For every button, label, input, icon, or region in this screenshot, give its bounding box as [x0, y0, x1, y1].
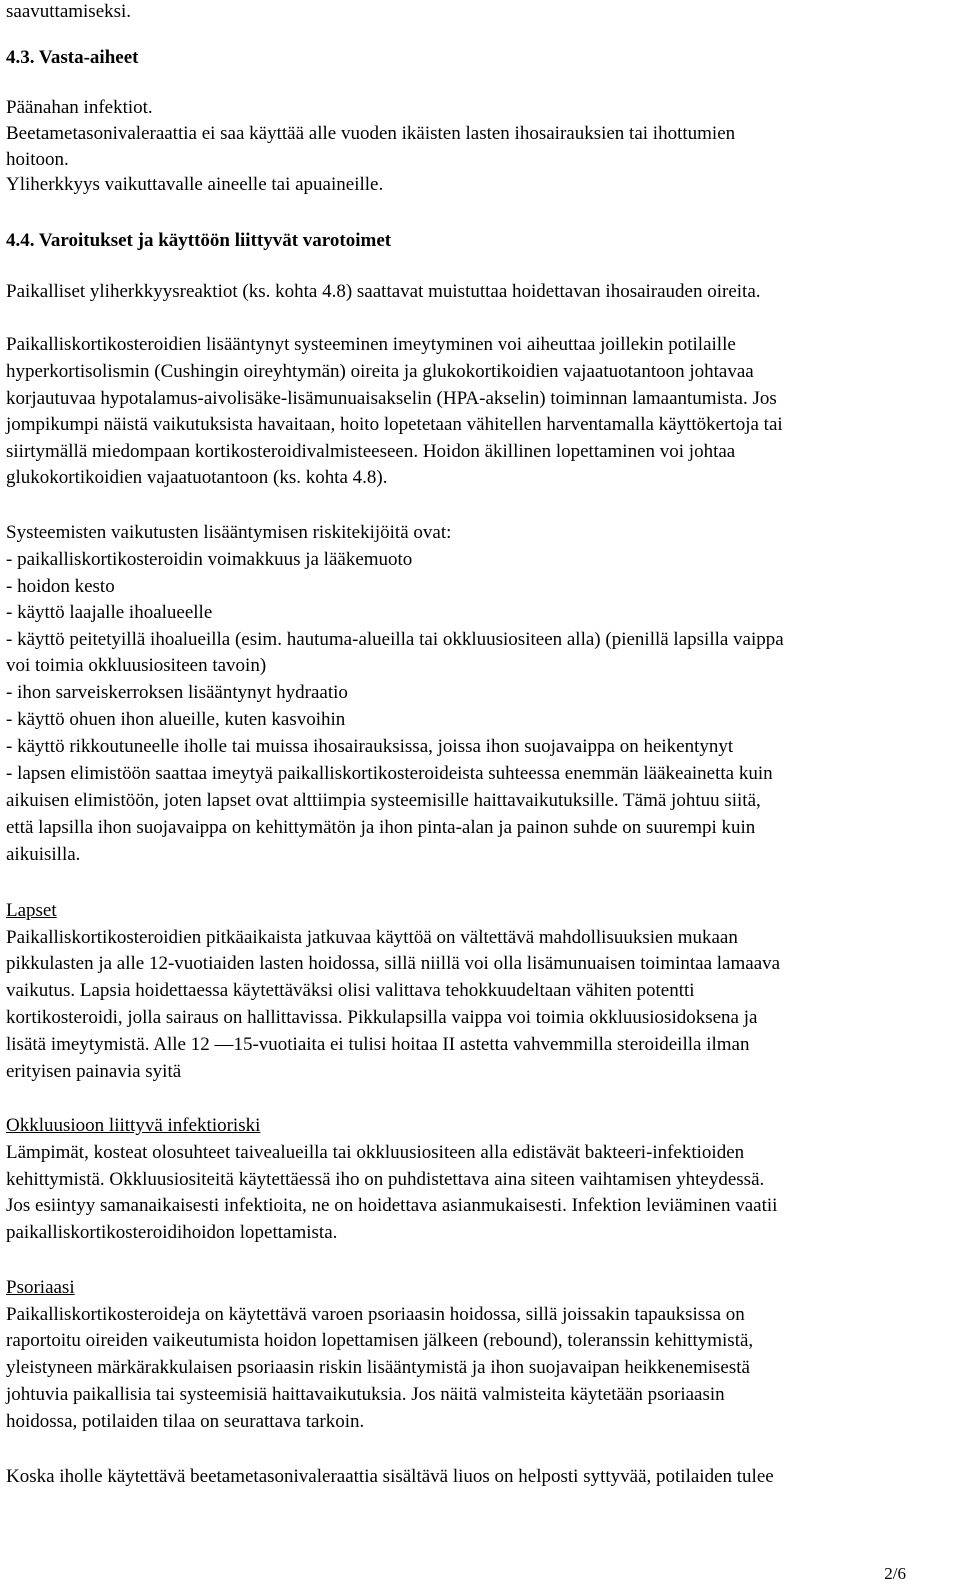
list-item: - paikalliskortikosteroidin voimakkuus ja lääkemuoto [6, 549, 413, 570]
text-line: yleistyneen märkärakkulaisen psoriaasin riskin lisääntymistä ja ihon suojavaipan heikkenemisestä [6, 1357, 750, 1378]
text-line: erityisen painavia syitä [6, 1061, 182, 1082]
text-line: aikuisen elimistöön, joten lapset ovat alttiimpia systeemisille haittavaikutuksille. Tämä johtuu siitä, [6, 790, 761, 811]
text-line: glukokortikoidien vajaatuotantoon (ks. kohta 4.8). [6, 467, 388, 488]
text-line: hoitoon. [6, 149, 69, 170]
text-line: Yliherkkyys vaikuttavalle aineelle tai apuaineille. [6, 174, 384, 195]
subsection-heading: Lapset [6, 900, 57, 921]
text-line: johtuvia paikallisia tai systeemisiä haittavaikutuksia. Jos näitä valmisteita käytetään psoriaasin [6, 1384, 725, 1405]
text-line: Paikalliskortikosteroideja on käytettävä varoen psoriaasin hoidossa, sillä joissakin tapauksissa on [6, 1304, 745, 1325]
list-item: - hoidon kesto [6, 576, 115, 597]
page-number: 2/6 [884, 1564, 906, 1583]
text-line: Beetametasonivaleraattia ei saa käyttää alle vuoden ikäisten lasten ihosairauksien tai ihottumien [6, 123, 736, 144]
text-line: jompikumpi näistä vaikutuksista havaitaan, hoito lopetetaan vähitellen harventamalla käyttökertoja tai [6, 414, 783, 435]
text-line: raportoitu oireiden vaikeutumista hoidon lopettamisen jälkeen (rebound), toleranssin kehittymistä, [6, 1330, 754, 1351]
text-line: pikkulasten ja alle 12-vuotiaiden lasten hoidossa, sillä niillä voi olla lisämunuaisen toimintaa lamaava [6, 953, 781, 974]
text-line: vaikutus. Lapsia hoidettaessa käytettäväksi olisi valittava tehokkuudeltaan vähiten potentti [6, 980, 695, 1001]
text-line: Lämpimät, kosteat olosuhteet taivealueilla tai okkluusiositeen alla edistävät bakteeri-infektioiden [6, 1142, 745, 1163]
text-line: saavuttamiseksi. [6, 1, 132, 22]
text-line: Koska iholle käytettävä beetametasonivaleraattia sisältävä liuos on helposti syttyvää, potilaiden tulee [6, 1466, 774, 1487]
text-line: lisätä imeytymistä. Alle 12 —15-vuotiaita ei tulisi hoitaa II astetta vahvemmilla steroideilla ilman [6, 1034, 750, 1055]
text-line: että lapsilla ihon suojavaippa on kehittymätön ja ihon pinta-alan ja painon suhde on suurempi kuin [6, 817, 756, 838]
text-line: kortikosteroidi, jolla sairaus on hallittavissa. Pikkulapsilla vaippa voi toimia okkluusiosidoksena ja [6, 1007, 758, 1028]
text-line: hyperkortisolismin (Cushingin oireyhtymän) oireita ja glukokortikoidien vajaatuotantoon johtavaa [6, 361, 754, 382]
text-line: Systeemisten vaikutusten lisääntymisen riskitekijöitä ovat: [6, 522, 452, 543]
list-item: - käyttö peitetyillä ihoalueilla (esim. hautuma-alueilla tai okkluusiositeen alla) (pienillä lapsilla vaippa [6, 629, 784, 650]
text-line: hoidossa, potilaiden tilaa on seurattava tarkoin. [6, 1411, 365, 1432]
text-line: siirtymällä miedompaan kortikosteroidivalmisteeseen. Hoidon äkillinen lopettaminen voi johtaa [6, 441, 736, 462]
subsection-heading: Psoriaasi [6, 1277, 75, 1298]
text-line: kehittymistä. Okkluusiositeitä käytettäessä iho on puhdistettava aina siteen vaihtamisen yhteydessä. [6, 1169, 765, 1190]
list-item: - käyttö ohuen ihon alueille, kuten kasvoihin [6, 709, 346, 730]
text-line: voi toimia okkluusiositeen tavoin) [6, 655, 267, 676]
text-line: Paikalliskortikosteroidien lisääntynyt systeeminen imeytyminen voi aiheuttaa joillekin potilaille [6, 334, 736, 355]
text-line: Paikalliskortikosteroidien pitkäaikaista jatkuvaa käyttöä on vältettävä mahdollisuuksien mukaan [6, 927, 738, 948]
section-heading: 4.3. Vasta-aiheet [6, 47, 139, 68]
text-line: Päänahan infektiot. [6, 97, 153, 118]
list-item: - käyttö laajalle ihoalueelle [6, 602, 213, 623]
section-heading: 4.4. Varoitukset ja käyttöön liittyvät varotoimet [6, 230, 392, 251]
list-item: - ihon sarveiskerroksen lisääntynyt hydraatio [6, 682, 348, 703]
list-item: - käyttö rikkoutuneelle iholle tai muissa ihosairauksissa, joissa ihon suojavaippa on heikentynyt [6, 736, 734, 757]
text-line: aikuisilla. [6, 844, 81, 865]
text-line: Jos esiintyy samanaikaisesti infektioita, ne on hoidettava asianmukaisesti. Infektion leviäminen vaatii [6, 1195, 778, 1216]
list-item: - lapsen elimistöön saattaa imeytyä paikalliskortikosteroideista suhteessa enemmän lääkeainetta kuin [6, 763, 773, 784]
text-line: Paikalliset yliherkkyysreaktiot (ks. kohta 4.8) saattavat muistuttaa hoidettavan ihosairauden oireita. [6, 281, 761, 302]
text-line: korjautuvaa hypotalamus-aivolisäke-lisämunuaisakselin (HPA-akselin) toiminnan lamaantumista. Jos [6, 388, 777, 409]
text-line: paikalliskortikosteroidihoidon lopettamista. [6, 1222, 338, 1243]
subsection-heading: Okkluusioon liittyvä infektioriski [6, 1115, 261, 1136]
